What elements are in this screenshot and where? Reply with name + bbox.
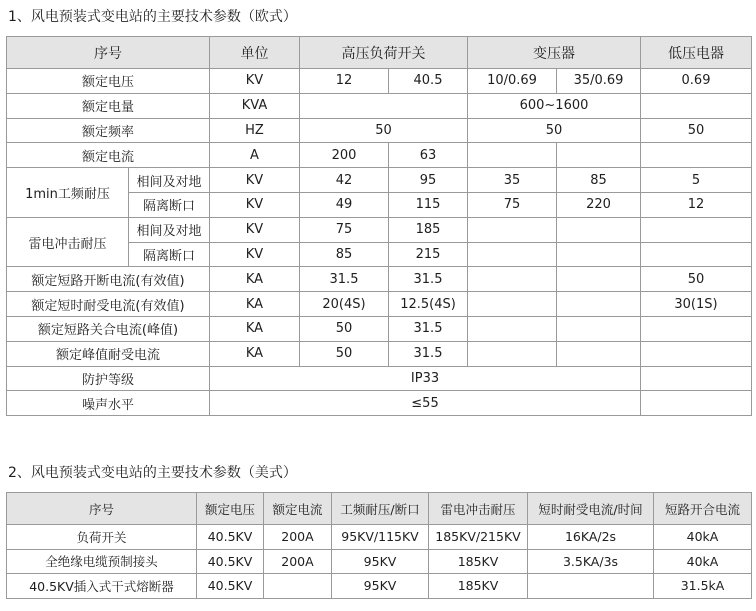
header-lightning: 雷电冲击耐压 — [429, 493, 528, 525]
cell-value: 31.5 — [389, 267, 468, 292]
table-row — [7, 69, 752, 94]
cell-value: 3.5KA/3s — [528, 549, 654, 574]
table-row — [7, 168, 752, 193]
header-rated-current: 额定电流 — [264, 493, 332, 525]
cell-empty — [641, 316, 752, 341]
row-sub-label: 相间及对地 — [129, 168, 210, 193]
cell-unit: KA — [210, 292, 300, 317]
cell-empty — [468, 217, 557, 242]
row-group-label: 雷电冲击耐压 — [7, 217, 129, 267]
row-sub-label: 隔离断口 — [129, 242, 210, 267]
header-rated-voltage: 额定电压 — [197, 493, 264, 525]
cell-empty — [557, 267, 641, 292]
cell-unit: KVA — [210, 93, 300, 118]
cell-unit: KV — [210, 217, 300, 242]
cell-value: 35/0.69 — [557, 69, 641, 94]
cell-value: IP33 — [210, 366, 641, 391]
row-group-label: 1min工频耐压 — [7, 168, 129, 218]
cell-empty — [641, 242, 752, 267]
cell-value: 31.5 — [389, 341, 468, 366]
header-seq: 序号 — [7, 493, 197, 525]
cell-value: ≤55 — [210, 391, 641, 416]
row-label: 防护等级 — [7, 366, 210, 391]
table-row — [7, 341, 752, 366]
cell-empty — [557, 341, 641, 366]
table-row — [7, 525, 752, 550]
cell-value: 40.5 — [389, 69, 468, 94]
cell-value: 40.5KV — [197, 525, 264, 550]
cell-unit: HZ — [210, 118, 300, 143]
row-label: 额定频率 — [7, 118, 210, 143]
cell-empty — [468, 292, 557, 317]
cell-value: 75 — [300, 217, 389, 242]
cell-empty — [641, 143, 752, 168]
row-label: 噪声水平 — [7, 391, 210, 416]
cell-empty — [557, 242, 641, 267]
table-row — [7, 118, 752, 143]
row-label: 全绝缘电缆预制接头 — [7, 549, 197, 574]
row-label: 额定短时耐受电流(有效值) — [7, 292, 210, 317]
cell-value: 185KV — [429, 549, 528, 574]
cell-value: 95KV — [332, 549, 429, 574]
cell-value: 185 — [389, 217, 468, 242]
cell-value: 10/0.69 — [468, 69, 557, 94]
cell-value: 31.5 — [389, 316, 468, 341]
cell-empty — [641, 391, 752, 416]
cell-unit: A — [210, 143, 300, 168]
row-label: 40.5KV插入式干式熔断器 — [7, 574, 197, 599]
cell-value: 12 — [641, 192, 752, 217]
table-row — [7, 549, 752, 574]
cell-unit: KA — [210, 341, 300, 366]
cell-value: 50 — [300, 118, 468, 143]
cell-value: 50 — [641, 267, 752, 292]
row-label: 额定电流 — [7, 143, 210, 168]
row-label: 额定短路关合电流(峰值) — [7, 316, 210, 341]
cell-value: 185KV/215KV — [429, 525, 528, 550]
cell-value: 200 — [300, 143, 389, 168]
cell-value: 5 — [641, 168, 752, 193]
cell-unit: KA — [210, 316, 300, 341]
cell-empty — [468, 316, 557, 341]
row-label: 额定短路开断电流(有效值) — [7, 267, 210, 292]
cell-unit: KV — [210, 242, 300, 267]
cell-value: 63 — [389, 143, 468, 168]
header-lv-apparatus: 低压电器 — [641, 37, 752, 69]
cell-value: 600~1600 — [468, 93, 641, 118]
table-row — [7, 292, 752, 317]
cell-value: 30(1S) — [641, 292, 752, 317]
cell-empty — [557, 143, 641, 168]
cell-value: 95 — [389, 168, 468, 193]
cell-empty — [557, 316, 641, 341]
table-row — [7, 574, 752, 599]
cell-value: 31.5kA — [654, 574, 752, 599]
cell-empty — [468, 143, 557, 168]
row-label: 额定电量 — [7, 93, 210, 118]
cell-empty — [557, 292, 641, 317]
cell-value: 31.5 — [300, 267, 389, 292]
cell-unit: KV — [210, 69, 300, 94]
cell-value: 75 — [468, 192, 557, 217]
cell-value: 35 — [468, 168, 557, 193]
cell-value: 50 — [641, 118, 752, 143]
row-sub-label: 相间及对地 — [129, 217, 210, 242]
table-header-row — [7, 493, 752, 525]
cell-value: 12 — [300, 69, 389, 94]
cell-value: 185KV — [429, 574, 528, 599]
cell-value: 95KV/115KV — [332, 525, 429, 550]
cell-value: 95KV — [332, 574, 429, 599]
european-spec-table — [6, 36, 752, 416]
cell-value: 49 — [300, 192, 389, 217]
cell-empty — [641, 217, 752, 242]
cell-value: 20(4S) — [300, 292, 389, 317]
cell-value: 200A — [264, 525, 332, 550]
header-seq: 序号 — [7, 37, 210, 69]
cell-value: 0.69 — [641, 69, 752, 94]
cell-value: 115 — [389, 192, 468, 217]
cell-empty — [641, 366, 752, 391]
header-short-making: 短路开合电流 — [654, 493, 752, 525]
cell-empty — [468, 341, 557, 366]
cell-value: 220 — [557, 192, 641, 217]
cell-unit: KV — [210, 192, 300, 217]
cell-empty — [468, 242, 557, 267]
cell-value: 40.5KV — [197, 549, 264, 574]
row-sub-label: 隔离断口 — [129, 192, 210, 217]
cell-value: 40kA — [654, 549, 752, 574]
section2-title: 2、风电预装式变电站的主要技术参数（美式） — [8, 465, 297, 481]
cell-empty — [468, 267, 557, 292]
cell-value: 12.5(4S) — [389, 292, 468, 317]
section1-title: 1、风电预装式变电站的主要技术参数（欧式） — [8, 9, 297, 25]
table-row — [7, 267, 752, 292]
header-transformer: 变压器 — [468, 37, 641, 69]
header-short-withstand: 短时耐受电流/时间 — [528, 493, 654, 525]
cell-value: 16KA/2s — [528, 525, 654, 550]
cell-value: 85 — [557, 168, 641, 193]
row-label: 额定电压 — [7, 69, 210, 94]
cell-value: 40.5KV — [197, 574, 264, 599]
cell-value: 215 — [389, 242, 468, 267]
table-row — [7, 366, 752, 391]
cell-value: 50 — [300, 316, 389, 341]
cell-empty — [641, 93, 752, 118]
cell-value — [528, 574, 654, 599]
cell-empty — [557, 217, 641, 242]
cell-value: 42 — [300, 168, 389, 193]
cell-value: 50 — [468, 118, 641, 143]
cell-unit: KA — [210, 267, 300, 292]
header-power-freq: 工频耐压/断口 — [332, 493, 429, 525]
row-label: 额定峰值耐受电流 — [7, 341, 210, 366]
table-row — [7, 316, 752, 341]
table-row — [7, 391, 752, 416]
table-header-row — [7, 37, 752, 69]
header-hv-switch: 高压负荷开关 — [300, 37, 468, 69]
cell-empty — [300, 93, 468, 118]
cell-value: 200A — [264, 549, 332, 574]
table-row — [7, 93, 752, 118]
table-row — [7, 217, 752, 242]
table-row — [7, 143, 752, 168]
cell-empty — [641, 341, 752, 366]
cell-value: 50 — [300, 341, 389, 366]
row-label: 负荷开关 — [7, 525, 197, 550]
header-unit: 单位 — [210, 37, 300, 69]
cell-value: 40kA — [654, 525, 752, 550]
cell-value — [264, 574, 332, 599]
cell-value: 85 — [300, 242, 389, 267]
american-spec-table — [6, 492, 752, 599]
cell-unit: KV — [210, 168, 300, 193]
